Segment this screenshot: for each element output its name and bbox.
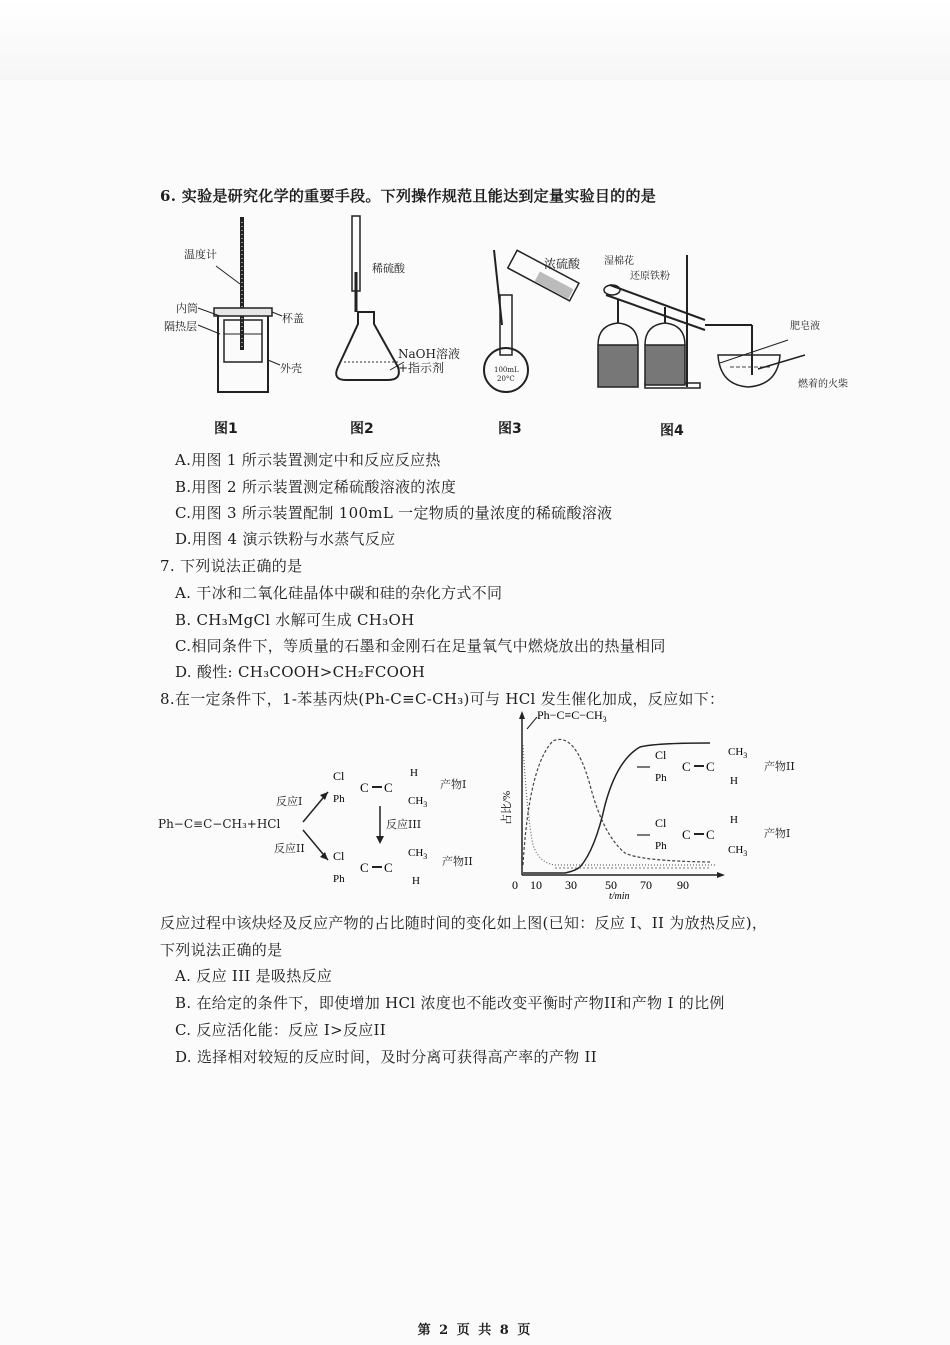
svg-text:50: 50 (605, 878, 617, 892)
svg-text:Ph−C≡C−CH3: $Ph-C\equiv C-CH_3$ (537, 708, 607, 724)
chart-product-1-label: 产物I (764, 827, 791, 840)
outer-shell-label: 外壳 (280, 362, 302, 375)
iron-powder-label: 还原铁粉 (630, 271, 670, 282)
svg-text:t/min: t/min (609, 891, 630, 902)
naoh-solution-label: NaOH溶液 (398, 347, 460, 361)
svg-text:C: C (360, 860, 369, 875)
q8-option-b: B. 在给定的条件下，即使增加 HCl 浓度也不能改变平衡时产物II和产物 I 的比例 (175, 994, 725, 1012)
product-2-label: 产物II (442, 855, 473, 868)
q7-option-a: A. 干冰和二氧化硅晶体中碳和硅的杂化方式不同 (175, 584, 503, 602)
svg-text:H: H (730, 775, 738, 787)
svg-text:Cl: Cl (333, 849, 345, 863)
svg-text:Ph: Ph (655, 772, 667, 784)
reaction-3-label: 反应III (386, 818, 422, 831)
svg-text:CH3: $CH_3$ (408, 795, 428, 809)
flask-temp-label: 20°C (497, 375, 515, 383)
reaction-2-label: 反应II (274, 842, 305, 855)
q8-option-d: D. 选择相对较短的反应时间，及时分离可获得高产率的产物 II (175, 1048, 597, 1066)
flask-volume-label: 100mL (494, 366, 519, 374)
lid-label: 杯盖 (282, 312, 304, 325)
chart-product-2-label: 产物II (764, 760, 795, 773)
reaction-1-label: 反应I (276, 795, 303, 808)
svg-text:C: C (706, 759, 715, 774)
svg-text:Ph: Ph (655, 840, 667, 852)
figure-2-caption: 图2 (350, 421, 374, 437)
page-shade (0, 0, 950, 80)
svg-text:C: C (384, 860, 393, 875)
q8-option-a: A. 反应 III 是吸热反应 (175, 967, 333, 985)
svg-text:0: 0 (512, 878, 518, 892)
svg-text:CH3: $CH_3$ (728, 844, 748, 858)
burning-match-label: 燃着的火柴 (798, 379, 848, 390)
q8-description-line2: 下列说法正确的是 (160, 941, 283, 959)
svg-text:占比/%: 占比/% (501, 790, 513, 825)
svg-text:30: 30 (565, 878, 577, 892)
soap-solution-label: 肥皂液 (790, 321, 820, 332)
svg-text:90: 90 (677, 878, 689, 892)
q7-option-b: B. CH₃MgCl 水解可生成 CH₃OH (175, 611, 415, 629)
q7-option-d: D. 酸性: CH₃COOH>CH₂FCOOH (175, 663, 426, 681)
product-1-label: 产物I (440, 778, 467, 791)
q6-option-d: D.用图 4 演示铁粉与水蒸气反应 (175, 530, 396, 548)
q7-option-c: C.相同条件下，等质量的石墨和金刚石在足量氧气中燃烧放出的热量相同 (175, 637, 666, 655)
inner-cup-label: 内筒 (176, 302, 198, 315)
q8-stem: 8.在一定条件下，1-苯基丙炔(Ph-C≡C-CH₃)可与 HCl 发生催化加成，反应如下： (160, 690, 725, 708)
figure-1-caption: 图1 (214, 421, 238, 437)
svg-text:C: C (682, 759, 691, 774)
q8-description-line1: 反应过程中该炔烃及反应产物的占比随时间的变化如上图(已知：反应 I、II 为放热反应)， (160, 914, 768, 932)
svg-text:C: C (682, 827, 691, 842)
insulation-label: 隔热层 (164, 320, 197, 333)
svg-text:C: C (360, 780, 369, 795)
svg-text:C: C (384, 780, 393, 795)
composition-time-chart (495, 705, 825, 905)
wet-cotton-label: 湿棉花 (604, 256, 634, 267)
indicator-label: +指示剂 (398, 361, 445, 375)
svg-text:H: H (412, 875, 420, 887)
reactant-formula: Ph−C≡C−CH₃+HCl (158, 817, 281, 831)
dilute-acid-label: 稀硫酸 (372, 262, 405, 275)
svg-text:H: H (730, 814, 738, 826)
conc-acid-label: 浓硫酸 (544, 257, 581, 271)
page-number-footer: 第 2 页 共 8 页 (417, 1323, 533, 1338)
svg-text:10: 10 (530, 878, 542, 892)
q6-option-b: B.用图 2 所示装置测定稀硫酸溶液的浓度 (175, 478, 457, 496)
svg-text:70: 70 (640, 878, 652, 892)
q6-stem: 6. 实验是研究化学的重要手段。下列操作规范且能达到定量实验目的的是 (160, 187, 657, 205)
figure-3-caption: 图3 (498, 421, 522, 437)
q8-option-c: C. 反应活化能：反应 I>反应II (175, 1021, 386, 1039)
svg-text:Cl: Cl (333, 769, 345, 783)
q7-stem: 7. 下列说法正确的是 (160, 557, 303, 575)
figure-4-caption: 图4 (660, 423, 684, 439)
svg-text:CH3: $CH_3$ (728, 746, 748, 760)
q6-option-c: C.用图 3 所示装置配制 100mL 一定物质的量浓度的稀硫酸溶液 (175, 504, 613, 522)
svg-text:H: H (410, 767, 418, 779)
svg-text:Ph: Ph (333, 793, 345, 805)
thermometer-label: 温度计 (184, 248, 217, 261)
svg-text:CH3: $CH_3$ (408, 847, 428, 861)
svg-text:Ph: Ph (333, 873, 345, 885)
svg-text:Cl: Cl (655, 748, 667, 762)
svg-text:Cl: Cl (655, 816, 667, 830)
q6-option-a: A.用图 1 所示装置测定中和反应反应热 (175, 451, 441, 469)
svg-text:C: C (706, 827, 715, 842)
